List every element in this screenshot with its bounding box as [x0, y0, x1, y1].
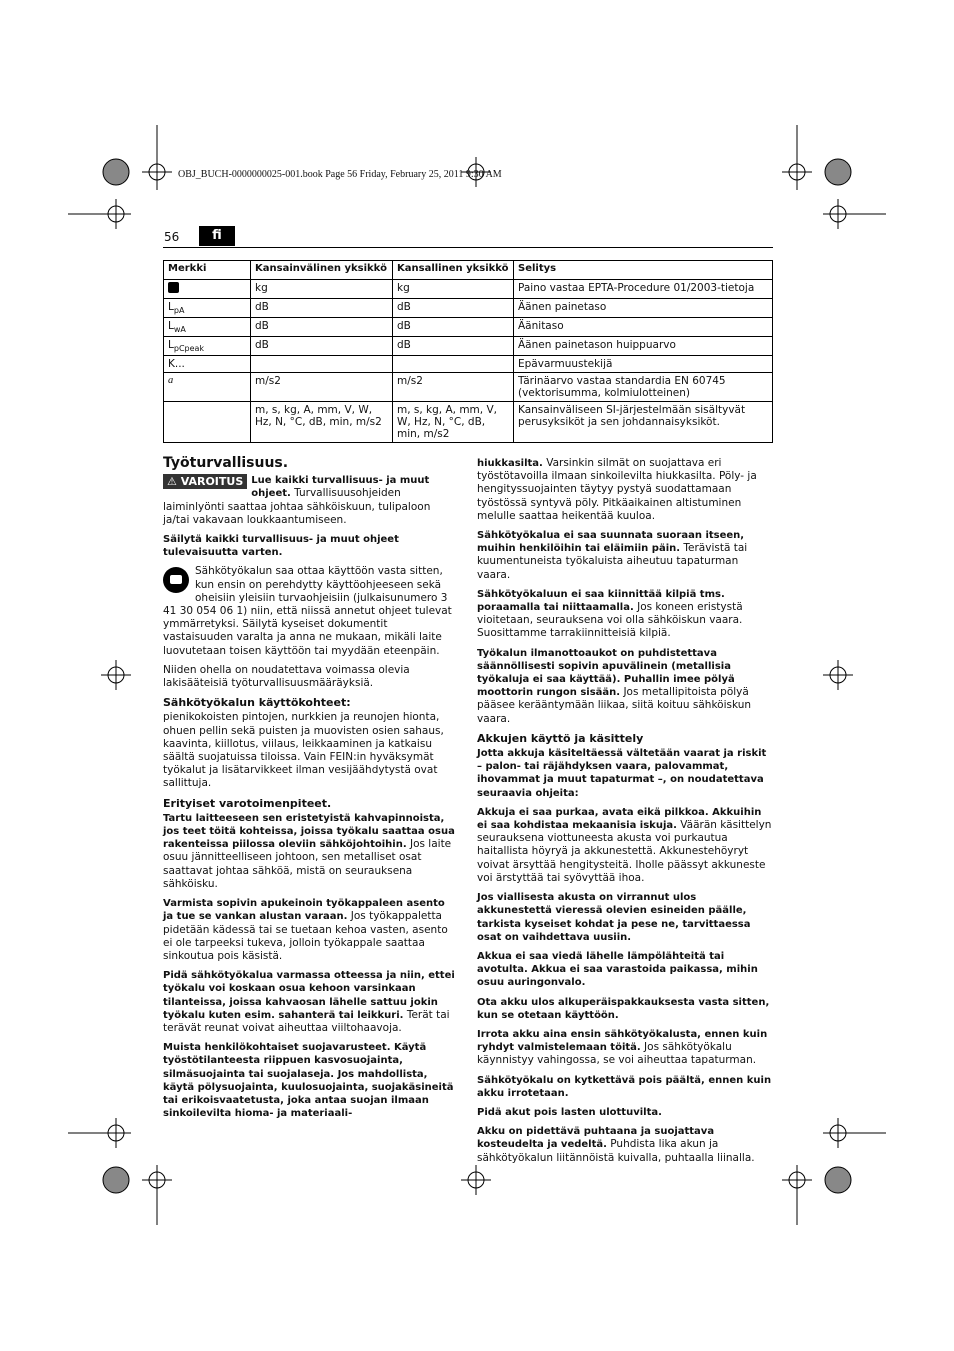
cell: kg — [393, 280, 514, 299]
text: Jos koneen eristystä vioitetaan, seurauksena voi olla sähköiskun vaara. Suosittamme tarrakiinnitteisiä kilpiä. — [477, 601, 743, 640]
text: pienikokoisten pintojen, nurkkien ja reunojen hionta, ohuen pellin sekä puisten ja muovisten osien sahaus, kaavinta, kiillotus, viilaus, leikkaaminen ja katkaisu säältä suojatuissa tiloissa. Vain FEIN:in hyväksymät työkalut ja lisätarvikkeet ilman vesijäähdytystä ovat sallittuja. — [163, 711, 444, 790]
cell — [251, 356, 393, 373]
th-intl: Kansainvälinen yksikkö — [251, 261, 393, 280]
table-row — [164, 337, 773, 356]
cell: m/s2 — [251, 373, 393, 402]
cell: Äänen painetason huippuarvo — [514, 337, 773, 356]
text: Irrota akku aina ensin sähkötyökalusta, ennen kuin ryhdyt valmistelemaan töitä. — [477, 1028, 768, 1054]
cell: m, s, kg, A, mm, V, W, Hz, N, °C, dB, min, m/s2 — [251, 402, 393, 443]
cell: dB — [393, 299, 514, 318]
units-table — [163, 260, 773, 443]
cell — [393, 356, 514, 373]
cell: K... — [164, 356, 251, 373]
cell: dB — [251, 299, 393, 318]
table-row — [164, 402, 773, 443]
table-row — [164, 280, 773, 299]
cell: dB — [393, 337, 514, 356]
text: Puhdista lika akun ja sähkötyökalun liitännöistä kuivalla, puhtaalla liinalla. — [477, 1138, 755, 1164]
text: Pidä sähkötyökalua varmassa otteessa ja niin, ettei työkalu voi koskaan osua kehoon varsinkaan tilanteissa, joissa kahvaosan lähelle sattuu jokin työkalu kuten esim. sahanterä tai leikkuri. — [163, 970, 455, 1021]
header-rule — [163, 247, 773, 248]
left-column — [163, 457, 458, 1126]
text: Sähkötyökaluun ei saa kiinnittää kilpiä tms. poraamalla tai niittaamalla. — [477, 588, 725, 614]
text: Jotta akkuja käsiteltäessä vältetään vaarat ja riskit – palon- tai räjähdyksen vaara, palovammat, ihovammat ja muut tapaturmat –, on noudatettava seuraavia ohjeita: — [477, 748, 767, 799]
text: Väärän käsittelyn seurauksena viottuneesta akusta voi purkautua haitallista höyryä ja akkunestettä. Akkunestehöyryt voivat ärsyttää hengitysteitä. Iholle päässyt akkuneste voi ärstyttää tai syövyttää ihoa. — [477, 819, 772, 884]
read-manual-icon — [163, 567, 189, 593]
text: Sähkötyökalun saa ottaa käyttöön vasta sitten, kun ensin on perehdytty käyttöohjeeseen sekä oheisiin yleisiin turvaohjeisiin (julkaisunumero 3 41 30 054 06 1) niin, että niissä annetut ohjeet tulevat ymmärretyksi. Säilytä kyseiset dokumentit vastaisuuden varalta ja anna ne mukaan, mikäli laite luovutetaan toisen käyttöön tai myydään eteenpäin. — [163, 565, 452, 657]
cell: dB — [251, 337, 393, 356]
th-nat: Kansallinen yksikkö — [393, 261, 514, 280]
text: Tartu laitteeseen sen eristetyistä kahvapinnoista, jos teet töitä kohteissa, joissa työkalu saattaa osua rakenteissa piilossa oleviin sähköjohtoihin. — [163, 812, 455, 851]
cell: Äänen painetaso — [514, 299, 773, 318]
cell: Epävarmuustekijä — [514, 356, 773, 373]
cell: $L_{wA}$ — [164, 318, 251, 337]
text: Ota akku ulos alkuperäispakkauksesta vasta sitten, kun se otetaan käyttöön. — [477, 996, 770, 1021]
book-header: OBJ_BUCH-0000000025-001.book Page 56 Friday, February 25, 2011 9:30 AM — [178, 169, 502, 180]
text: Akkua ei saa viedä lähelle lämpölähteitä tai avotulta. Akkua ei saa varastoida paikassa, mihin osuu auringonvalo. — [477, 950, 758, 989]
text: Niiden ohella on noudatettava voimassa olevia lakisääteisiä työturvallisuusmääräyksiä. — [163, 663, 410, 690]
text: Jos laite osuu jännitteelliseen johtoon, sen metalliset osat saattavat johtaa sähköä, mistä on seurauksena sähköisku. — [163, 838, 452, 890]
text: Jos metallipitoista pölyä pääsee kerääntymään liikaa, siitä koituu sähköiskun vaara. — [477, 686, 752, 725]
weight-icon — [168, 282, 179, 293]
right-column — [477, 457, 773, 1171]
page-number: 56 — [164, 230, 180, 244]
th-desc: Selitys — [514, 261, 773, 280]
text: Turvallisuusohjeiden laiminlyönti saattaa johtaa sähköiskuun, tulipaloon ja/tai vakavaan loukkaantumiseen. — [163, 487, 431, 526]
cell: dB — [393, 318, 514, 337]
text: Terät tai terävät reunat voivat aiheuttaa viiltohaavoja. — [163, 1008, 450, 1034]
text: Varmista sopivin apukeinoin työkappaleen asento ja tue se vankan alustan varaan. — [163, 898, 445, 923]
cell: Kansainväliseen SI-järjestelmään sisältyvät perusyksiköt ja sen johdannaisyksiköt. — [514, 402, 773, 443]
text: Sähkötyökalua ei saa suunnata suoraan itseen, muihin henkilöihin tai eläimiin päin. — [477, 530, 745, 555]
cell: a — [164, 373, 251, 402]
table-row — [164, 356, 773, 373]
text: Lue kaikki turvallisuus- ja muut ohjeet. — [251, 475, 430, 500]
table-row — [164, 318, 773, 337]
text: Muista henkilökohtaiset suojavarusteet. Käytä työstötilanteesta riippuen kasvosuojainta, silmäsuojainta tai suojalaseja. Jos mahdollista, käytä pölysuojainta, kuulosuojainta, suojakäsineitä tai erikoisvaatetusta, joka antaa suojan ilmaan sinkoilevilta hioma- ja materiaali- — [163, 1042, 454, 1120]
text: Pidä akut pois lasten ulottuvilta. — [477, 1106, 662, 1118]
subheading: Erityiset varotoimenpiteet. — [163, 796, 332, 810]
text: Työkalun ilmanottoaukot on puhdistettava säännöllisesti sopivin apuvälinein (metallisia työkaluja ei saa käyttää). Puhallin imee pölyä moottorin rungon sisään. — [477, 647, 735, 699]
cell: m, s, kg, A, mm, V, W, Hz, N, °C, dB, min, m/s2 — [393, 402, 514, 443]
language-tab: fi — [199, 226, 235, 246]
cell: Paino vastaa EPTA-Procedure 01/2003-tietoja — [514, 280, 773, 299]
cell: Äänitaso — [514, 318, 773, 337]
text: Terävistä tai kuumentuneista työkaluista aiheutuu tapaturman vaara. — [477, 542, 748, 581]
cell — [164, 402, 251, 443]
text: Akku on pidettävä puhtaana ja suojattava kosteudelta ja vedeltä. — [477, 1126, 715, 1151]
text: hiukkasilta. — [477, 458, 543, 469]
warning-badge: ⚠ VAROITUS — [163, 474, 247, 489]
table-row — [164, 373, 773, 402]
cell: dB — [251, 318, 393, 337]
subheading: Akkujen käyttö ja käsittely — [477, 731, 644, 745]
cell: $L_{pA}$ — [164, 299, 251, 318]
cell: m/s2 — [393, 373, 514, 402]
text: Akkuja ei saa purkaa, avata eikä pilkkoa. Akkuihin ei saa kohdistaa mekaanisia iskuja. — [477, 806, 762, 832]
table-row — [164, 299, 773, 318]
text: Jos työkappaletta pidetään kädessä tai se tuetaan kehoa vasten, asento ei ole tarpeeksi tukeva, jolloin työkappale saattaa sinkoutua pois käsistä. — [163, 910, 448, 962]
section-title: Työturvallisuus. — [163, 455, 289, 471]
cell: kg — [251, 280, 393, 299]
text: Jos viallisesta akusta on virrannut ulos akkunestettä vieressä olevien esineiden päälle, tarkista kyseiset kohdat ja pese ne, tarvittaessa osat on vaihdettava uusiin. — [477, 892, 751, 943]
cell: Tärinäarvo vastaa standardia EN 60745 (vektorisumma, kolmiulotteinen) — [514, 373, 773, 402]
text: Jos sähkötyökalu käynnistyy vahingossa, se voi aiheuttaa tapaturman. — [477, 1041, 757, 1067]
text: Sähkötyökalu on kytkettävä pois päältä, ennen kuin akku irrotetaan. — [477, 1074, 772, 1099]
text: Säilytä kaikki turvallisuus- ja muut ohjeet tulevaisuutta varten. — [163, 534, 399, 559]
cell: $L_{pCpeak}$ — [164, 337, 251, 356]
subheading: Sähkötyökalun käyttökohteet: — [163, 696, 351, 710]
text: Varsinkin silmät on suojattava eri työstötavoilla ilmaan sinkoilevilta hiukkasilta. Pöly- ja hengityssuojainten täytyy pystyä suodattamaan työstössä syntyvä pöly. Pitkäaikainen altistuminen melulle saattaa heikentää kuuloa. — [477, 457, 757, 522]
th-symbol: Merkki — [164, 261, 251, 280]
